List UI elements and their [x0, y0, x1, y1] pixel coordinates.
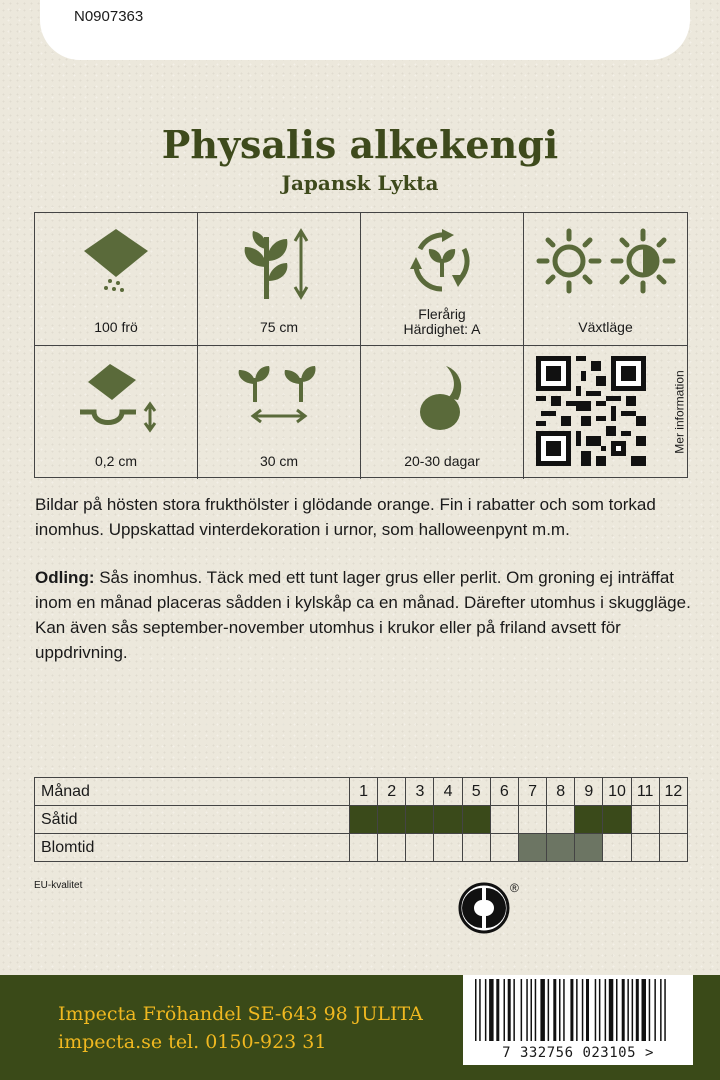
calendar-cell	[406, 834, 434, 862]
calendar-month: 9	[575, 778, 603, 806]
cultivation-text	[35, 565, 695, 665]
calendar-month: 5	[462, 778, 490, 806]
calendar-cell	[434, 806, 462, 834]
barcode-bar	[632, 979, 634, 1041]
barcode-bar	[563, 979, 565, 1041]
description-text: Bildar på hösten stora frukthölster i glödande orange. Fin i rabatter och som torkad inomhus. Uppskattad vinterdekoration i urnor, som halloweenpynt m.m.	[35, 495, 656, 539]
calendar-cell	[659, 806, 687, 834]
calendar-month: 1	[350, 778, 378, 806]
calendar-month: 11	[631, 778, 659, 806]
info-cell-spacing	[198, 346, 361, 479]
calendar-month: 10	[603, 778, 631, 806]
calendar-cell	[575, 834, 603, 862]
barcode-number: 7 332756 023105 >	[502, 1045, 654, 1061]
calendar-month-label: Månad	[35, 778, 350, 806]
barcode-bar	[535, 979, 537, 1041]
barcode-bar	[649, 979, 651, 1041]
sowing-depth-icon	[66, 360, 166, 434]
barcode-bar	[496, 979, 499, 1041]
depth-label: 0,2 cm	[94, 453, 137, 469]
info-cell-height	[198, 213, 361, 346]
barcode-bar	[485, 979, 487, 1041]
barcode-bar	[504, 979, 506, 1041]
company-address-line2: impecta.se tel. 0150-923 31	[58, 1031, 327, 1053]
calendar-row-flowering	[35, 834, 688, 862]
plant-spacing-icon	[231, 360, 327, 430]
calendar-header-row	[35, 778, 688, 806]
calendar-cell	[350, 834, 378, 862]
calendar-row-label: Såtid	[35, 806, 350, 834]
calendar-month: 3	[406, 778, 434, 806]
info-cell-germination	[361, 346, 524, 479]
cultivation-label: Odling:	[35, 568, 95, 587]
info-cell-qr	[524, 346, 687, 479]
page-subtitle: Japansk Lykta	[281, 171, 439, 195]
sku-number: N0907363	[74, 8, 144, 25]
location-label: Växtläge	[578, 319, 633, 335]
plant-height-icon	[239, 227, 319, 301]
info-cell-seeds	[35, 213, 198, 346]
germination-sprout-icon	[402, 360, 482, 436]
info-cell-perennial	[361, 213, 524, 346]
seed-count-label: 100 frö	[94, 319, 138, 335]
calendar-cell	[547, 834, 575, 862]
company-address	[58, 1000, 423, 1056]
calendar-cell	[631, 806, 659, 834]
calendar-cell	[378, 806, 406, 834]
barcode-bar	[570, 979, 573, 1041]
barcode-bars	[473, 975, 683, 1045]
calendar-month: 7	[518, 778, 546, 806]
barcode-bar	[654, 979, 656, 1041]
calendar-cell	[462, 834, 490, 862]
barcode-bar	[489, 979, 494, 1041]
barcode-bar	[660, 979, 662, 1041]
calendar-cell	[547, 806, 575, 834]
green-dot-recycling-icon	[458, 880, 522, 936]
calendar-cell	[490, 834, 518, 862]
barcode-bar	[559, 979, 561, 1041]
calendar-cell	[518, 806, 546, 834]
calendar-cell	[406, 806, 434, 834]
barcode-bar	[553, 979, 556, 1041]
page-title: Physalis alkekengi	[161, 122, 559, 167]
calendar-cell	[603, 834, 631, 862]
barcode-bar	[479, 979, 481, 1041]
barcode-bar	[526, 979, 528, 1041]
barcode-bar	[616, 979, 618, 1041]
more-info-label: Mer information	[672, 370, 686, 454]
calendar-cell	[603, 806, 631, 834]
calendar-cell	[659, 834, 687, 862]
barcode-bar	[595, 979, 597, 1041]
barcode-bar	[599, 979, 601, 1041]
qr-code-icon[interactable]	[536, 356, 646, 466]
sowing-calendar	[34, 777, 688, 862]
registered-mark: ®	[510, 881, 519, 895]
info-cell-location	[524, 213, 687, 346]
calendar-month: 12	[659, 778, 687, 806]
calendar-month: 8	[547, 778, 575, 806]
calendar-month: 2	[378, 778, 406, 806]
calendar-month: 4	[434, 778, 462, 806]
barcode-bar	[513, 979, 515, 1041]
calendar-cell	[490, 806, 518, 834]
calendar-cell	[518, 834, 546, 862]
calendar-month: 6	[490, 778, 518, 806]
barcode-bar	[508, 979, 511, 1041]
barcode-bar	[636, 979, 639, 1041]
barcode-bar	[627, 979, 629, 1041]
perennial-label: Flerårig	[418, 306, 466, 322]
company-address-line1: Impecta Fröhandel SE-643 98 JULITA	[58, 1003, 423, 1025]
barcode-bar	[475, 979, 477, 1041]
seed-packet-icon	[76, 227, 156, 297]
barcode-bar	[586, 979, 589, 1041]
calendar-cell	[434, 834, 462, 862]
calendar-cell	[378, 834, 406, 862]
perennial-cycle-icon	[402, 227, 482, 297]
barcode-bar	[540, 979, 545, 1041]
calendar-cell	[631, 834, 659, 862]
barcode-bar	[531, 979, 533, 1041]
barcode-bar	[521, 979, 523, 1041]
barcode	[463, 975, 693, 1065]
sun-partial-shade-icon	[531, 227, 681, 297]
hardiness-label: Härdighet: A	[403, 321, 481, 337]
barcode-bar	[642, 979, 647, 1041]
calendar-cell	[462, 806, 490, 834]
barcode-bar	[605, 979, 607, 1041]
cultivation-body: Sås inomhus. Täck med ett tunt lager grus eller perlit. Om groning ej inträffat inom en månad placeras sådden i kylskåp ca en månad. Därefter utomhus i skuggläge. Kan även sås september-november utomhus i krukor eller på friland avsett för uppdrivning.	[35, 568, 691, 662]
barcode-bar	[548, 979, 550, 1041]
plant-height-label: 75 cm	[259, 319, 299, 335]
calendar-row-sowing	[35, 806, 688, 834]
barcode-bar	[582, 979, 584, 1041]
eu-quality-label: EU-kvalitet	[34, 880, 83, 891]
info-grid	[34, 212, 688, 478]
info-cell-depth	[35, 346, 198, 479]
spacing-label: 30 cm	[259, 453, 299, 469]
calendar-row-label: Blomtid	[35, 834, 350, 862]
barcode-bar	[622, 979, 625, 1041]
barcode-bar	[609, 979, 614, 1041]
barcode-bar	[664, 979, 666, 1041]
calendar-cell	[575, 806, 603, 834]
barcode-bar	[576, 979, 578, 1041]
germination-label: 20-30 dagar	[404, 453, 480, 469]
calendar-cell	[350, 806, 378, 834]
